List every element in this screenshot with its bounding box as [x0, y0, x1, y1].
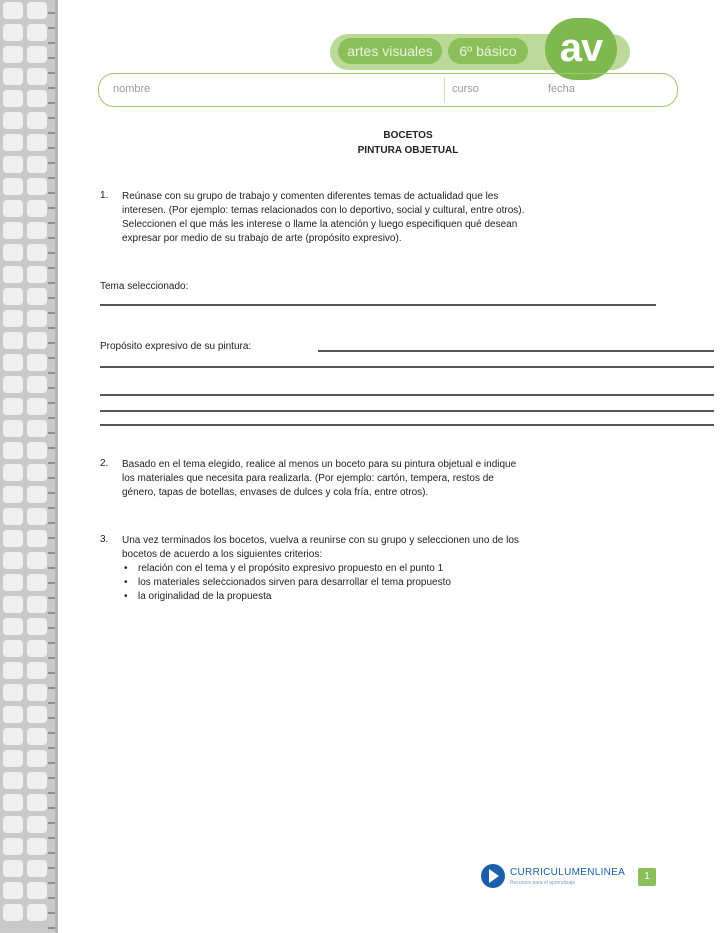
page-number: 1 [638, 868, 656, 886]
binding-hole [3, 68, 23, 85]
proposito-label: Propósito expresivo de su pintura: [100, 341, 252, 352]
binding-hole [3, 618, 23, 635]
binding-hole [3, 508, 23, 525]
binding-column-left [3, 2, 23, 926]
bullet-icon: • [124, 577, 128, 588]
field-divider [444, 77, 445, 103]
fecha-field[interactable]: fecha [548, 83, 575, 95]
binding-hole [3, 178, 23, 195]
binding-hole [27, 684, 47, 701]
q3-line: Una vez terminados los bocetos, vuelva a reunirse con su grupo y seleccionen uno de los [122, 535, 519, 546]
binding-column-right [27, 2, 47, 926]
binding-hole [27, 662, 47, 679]
binding-hole [3, 398, 23, 415]
binding-hole [27, 420, 47, 437]
binding-hole [27, 728, 47, 745]
binding-hole [27, 596, 47, 613]
binding-hole [3, 112, 23, 129]
criteria-item [124, 590, 451, 604]
binding-hole [3, 134, 23, 151]
binding-hole [3, 574, 23, 591]
q2-line: Basado en el tema elegido, realice al menos un boceto para su pintura objetual e indique [122, 459, 517, 470]
q2-line: los materiales que necesita para realizarla. (Por ejemplo: cartón, tempera, restos de [122, 473, 494, 484]
binding-hole [27, 574, 47, 591]
binding-hole [27, 904, 47, 921]
binding-hole [27, 222, 47, 239]
binding-hole [3, 266, 23, 283]
q1-line: Reúnase con su grupo de trabajo y comenten diferentes temas de actualidad que les [122, 191, 499, 202]
bullet-icon: • [124, 591, 128, 602]
binding-hole [27, 838, 47, 855]
binding-hole [27, 464, 47, 481]
binding-hole [3, 24, 23, 41]
binding-hole [27, 244, 47, 261]
q3-number: 3. [100, 534, 109, 545]
binding-hole [27, 772, 47, 789]
binding-hole [27, 706, 47, 723]
binding-hole [3, 662, 23, 679]
binding-hole [27, 68, 47, 85]
binding-hole [27, 486, 47, 503]
q3-line: bocetos de acuerdo a los siguientes criterios: [122, 549, 323, 560]
binding-hole [27, 508, 47, 525]
binding-hole [3, 486, 23, 503]
curso-field[interactable]: curso [452, 83, 479, 95]
binding-hole [3, 222, 23, 239]
binding-hole [3, 332, 23, 349]
binding-hole [3, 750, 23, 767]
logo-text: CURRICULUMENLINEA [510, 867, 626, 878]
binding-hole [27, 750, 47, 767]
q1-line: expresar por medio de su trabajo de arte (propósito expresivo). [122, 233, 402, 244]
q2-text [122, 458, 712, 500]
binding-hole [3, 310, 23, 327]
nombre-field[interactable]: nombre [113, 83, 151, 95]
student-info-box [98, 73, 678, 107]
criteria-text: los materiales seleccionados sirven para desarrollar el tema propuesto [138, 577, 451, 588]
binding-hole [3, 464, 23, 481]
binding-hole [27, 376, 47, 393]
proposito-answer-line[interactable] [100, 410, 714, 412]
tema-answer-line[interactable] [100, 304, 656, 306]
logo-subtext: Recursos para el aprendizaje [510, 880, 576, 886]
binding-hole [3, 860, 23, 877]
proposito-answer-line[interactable] [100, 394, 714, 396]
q1-number: 1. [100, 190, 109, 201]
grade-pill: 6º básico [448, 38, 528, 64]
binding-edge [55, 0, 58, 933]
binding-hole [3, 882, 23, 899]
binding-hole [3, 90, 23, 107]
binding-hole [27, 442, 47, 459]
binding-hole [27, 354, 47, 371]
binding-hole [27, 552, 47, 569]
binding-hole [3, 288, 23, 305]
binding-hole [27, 332, 47, 349]
q3-criteria-list [124, 562, 451, 604]
binding-hole [3, 552, 23, 569]
curriculum-logo-icon [481, 864, 505, 888]
binding-hole [3, 354, 23, 371]
binding-hole [27, 90, 47, 107]
tema-label: Tema seleccionado: [100, 281, 189, 292]
binding-hole [3, 816, 23, 833]
binding-hole [27, 816, 47, 833]
play-arrow-icon [489, 869, 499, 883]
binding-hole [27, 24, 47, 41]
binding-hole [27, 178, 47, 195]
binding-hole [3, 200, 23, 217]
subject-logo-badge: av [545, 18, 617, 80]
binding-hole [27, 860, 47, 877]
q2-line: género, tapas de botellas, envases de dulces y cola fría, entre otros). [122, 487, 429, 498]
binding-hole [27, 112, 47, 129]
binding-hole [3, 904, 23, 921]
binding-hole [3, 2, 23, 19]
binding-hole [3, 420, 23, 437]
binding-hole [27, 310, 47, 327]
binding-hole [27, 46, 47, 63]
binding-hole [27, 288, 47, 305]
binding-hole [3, 442, 23, 459]
binding-hole [27, 794, 47, 811]
binding-hole [27, 618, 47, 635]
binding-hole [3, 244, 23, 261]
binding-hole [27, 266, 47, 283]
binding-hole [3, 596, 23, 613]
binding-hole [27, 2, 47, 19]
q1-line: Seleccionen el que más les interese o llame la atención y luego especifiquen qué desean [122, 219, 518, 230]
binding-hole [27, 156, 47, 173]
binding-hole [27, 134, 47, 151]
criteria-text: relación con el tema y el propósito expresivo propuesto en el punto 1 [138, 563, 444, 574]
subject-pill: artes visuales [338, 38, 442, 64]
q2-number: 2. [100, 458, 109, 469]
criteria-item [124, 562, 451, 576]
binding-hole [3, 530, 23, 547]
notebook-binding [0, 0, 58, 933]
q1-line: interesen. (Por ejemplo: temas relacionados con lo deportivo, social y cultural, entre otros). [122, 205, 525, 216]
q1-text [122, 190, 712, 246]
binding-hole [3, 376, 23, 393]
binding-hole [27, 398, 47, 415]
binding-hole [27, 640, 47, 657]
criteria-text: la originalidad de la propuesta [138, 591, 272, 602]
binding-hole [3, 706, 23, 723]
binding-hole [3, 794, 23, 811]
criteria-item [124, 576, 451, 590]
binding-hole [3, 838, 23, 855]
q3-text [122, 534, 712, 562]
bullet-icon: • [124, 563, 128, 574]
binding-hole [27, 882, 47, 899]
document-title: BOCETOS [383, 130, 433, 141]
document-subtitle: PINTURA OBJETUAL [357, 145, 459, 156]
proposito-answer-line[interactable] [318, 350, 714, 352]
binding-hole [3, 46, 23, 63]
binding-hole [3, 684, 23, 701]
binding-hole [3, 728, 23, 745]
binding-hole [3, 772, 23, 789]
binding-hole [27, 530, 47, 547]
proposito-answer-line[interactable] [100, 366, 714, 368]
binding-hole [3, 640, 23, 657]
binding-hole [27, 200, 47, 217]
binding-hole [3, 156, 23, 173]
proposito-answer-line[interactable] [100, 424, 714, 426]
